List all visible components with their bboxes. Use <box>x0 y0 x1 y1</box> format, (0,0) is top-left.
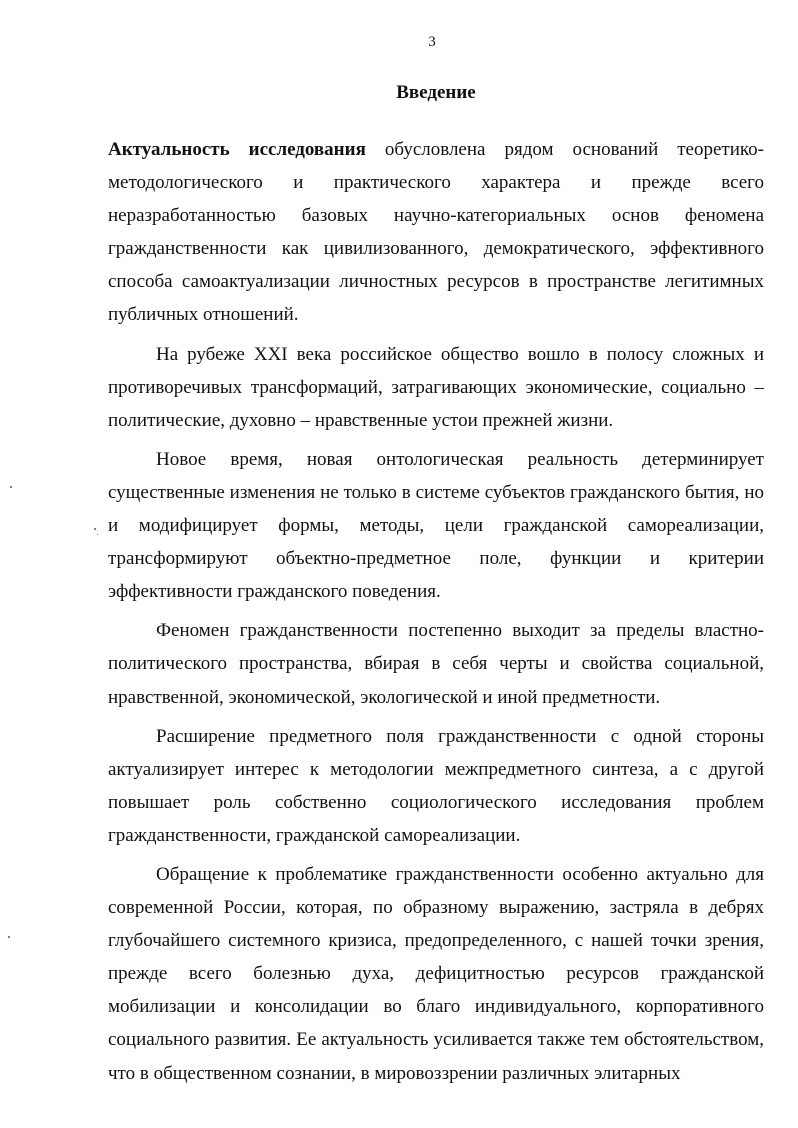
relevance-text: обусловлена рядом оснований теоретико-методологического и практического характера и прежде всего неразработанностью базовых научно-категориальных основ феномена гражданственности как цивилизованного, демократического, эффективного способа самоактуализации личностных ресурсов в пространстве легитимных публичных отношений. <box>108 139 764 326</box>
section-title: Введение <box>396 82 476 103</box>
paragraph-3: Новое время, новая онтологическая реальность детерминирует существенные изменения не только в системе субъектов гражданского бытия, но и модифицирует формы, методы, цели гражданской самореализации, трансформируют объектно-предметное поле, функции и критерии эффективности гражданского поведения. <box>108 448 764 603</box>
scan-speck <box>8 936 10 938</box>
paragraph-6: Обращение к проблематике гражданственности особенно актуально для современной России, которая, по образному выражению, застряла в дебрях глубочайшего системного кризиса, предопределенного, с нашей точки зрения, прежде всего болезнью духа, дефицитностью ресурсов гражданской мобилизации и консолидации во благо индивидуального, корпоративного социального развития. Ее актуальность усиливается также тем обстоятельством, что в общественном сознании, в мировоззрении различных элитарных <box>108 863 764 1084</box>
relevance-lead: Актуальность исследования <box>108 139 366 160</box>
page-number: 3 <box>428 34 436 50</box>
paragraph-2: На рубеже XXI века российское общество вошло в полосу сложных и противоречивых трансформаций, затрагивающих экономические, социально – политические, духовно – нравственные устои прежней жизни. <box>108 343 764 431</box>
paragraph-5: Расширение предметного поля гражданственности с одной стороны актуализирует интерес к методологии межпредметного синтеза, а с другой повышает роль собственно социологического исследования проблем гражданственности, гражданской самореализации. <box>108 725 764 846</box>
scan-speck <box>94 528 96 530</box>
paragraph-4: Феномен гражданственности постепенно выходит за пределы властно-политического пространства, вбирая в себя черты и свойства социальной, нравственной, экономической, экологической и иной предметности. <box>108 620 764 708</box>
paragraph-relevance <box>108 133 764 332</box>
scan-speck <box>97 534 98 535</box>
scan-speck <box>10 486 12 488</box>
body-text <box>108 133 764 1090</box>
